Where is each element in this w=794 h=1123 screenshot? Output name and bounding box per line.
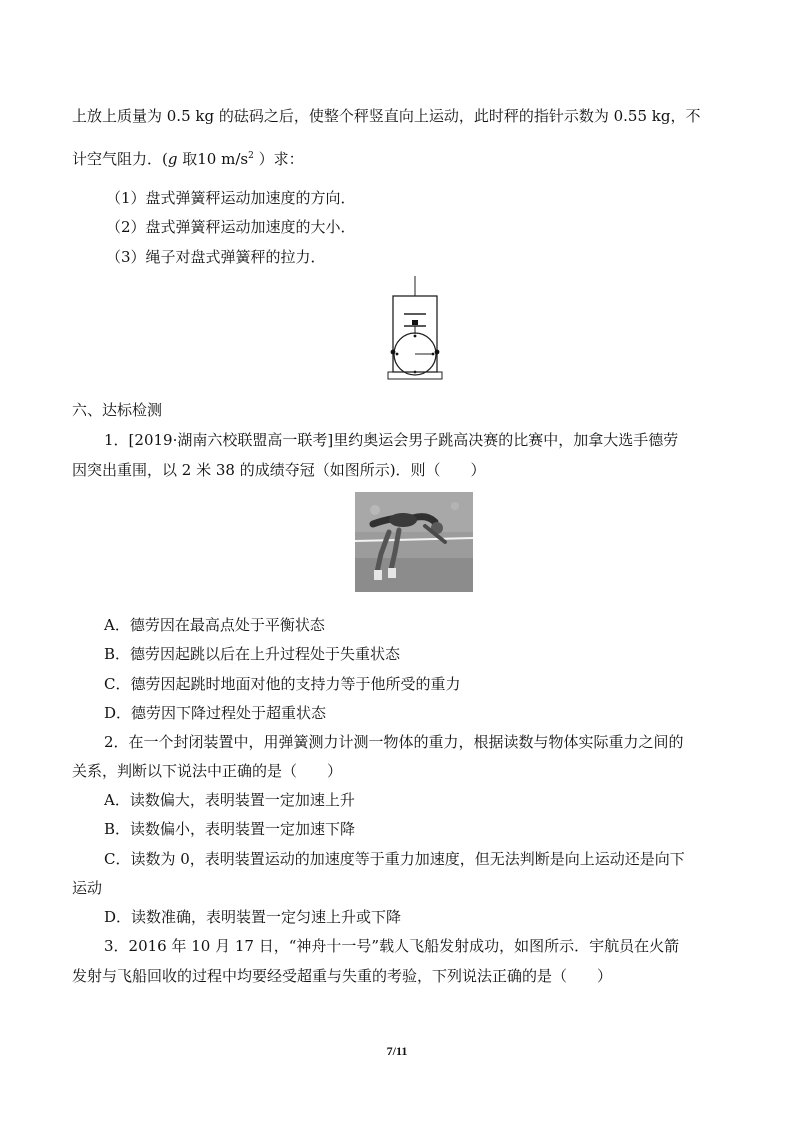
section-title: 六、达标检测: [72, 401, 163, 419]
question-stem: 关系，判断以下说法中正确的是（ ）: [72, 762, 343, 780]
sub-question: （1）盘式弹簧秤运动加速度的方向．: [106, 189, 356, 207]
page-number: 7/11: [386, 1044, 408, 1058]
option-c: C．读数为 0，表明装置运动的加速度等于重力加速度，但无法判断是向上运动还是向下: [104, 850, 685, 868]
spring-scale-figure: [386, 276, 444, 382]
option-b: B．读数偏小，表明装置一定加速下降: [104, 820, 356, 838]
option-c-continued: 运动: [72, 879, 103, 897]
option-a: A．读数偏大，表明装置一定加速上升: [104, 791, 355, 809]
option-d: D．德劳因下降过程处于超重状态: [104, 704, 327, 722]
option-a: A．德劳因在最高点处于平衡状态: [104, 616, 325, 634]
option-c: C．德劳因起跳时地面对他的支持力等于他所受的重力: [104, 675, 461, 693]
option-d: D．读数准确，表明装置一定匀速上升或下降: [104, 908, 402, 926]
high-jump-photo: [355, 492, 473, 592]
problem-text-line: 上放上质量为 0.5 kg 的砝码之后，使整个秤竖直向上运动，此时秤的指针示数为 0.55 kg，不: [72, 107, 701, 125]
question-stem: 3．2016 年 10 月 17 日，“神舟十一号”载人飞船发射成功，如图所示．宇航员在火箭: [104, 937, 680, 955]
question-stem: 1．[2019·湖南六校联盟高一联考]里约奥运会男子跳高决赛的比赛中，加拿大选手德劳: [104, 431, 679, 449]
problem-text-line: 计空气阻力．(g 取10 $m/s^2$ ）求：: [72, 150, 304, 168]
question-stem: 发射与飞船回收的过程中均要经受超重与失重的考验，下列说法正确的是（ ）: [72, 967, 613, 985]
sub-question: （3）绳子对盘式弹簧秤的拉力．: [106, 248, 326, 266]
sub-question: （2）盘式弹簧秤运动加速度的大小．: [106, 218, 356, 236]
question-stem: 因突出重围，以 2 米 38 的成绩夺冠（如图所示)．则（ ）: [72, 461, 486, 479]
question-stem: 2．在一个封闭装置中，用弹簧测力计测一物体的重力，根据读数与物体实际重力之间的: [104, 733, 684, 751]
option-b: B．德劳因起跳以后在上升过程处于失重状态: [104, 645, 401, 663]
